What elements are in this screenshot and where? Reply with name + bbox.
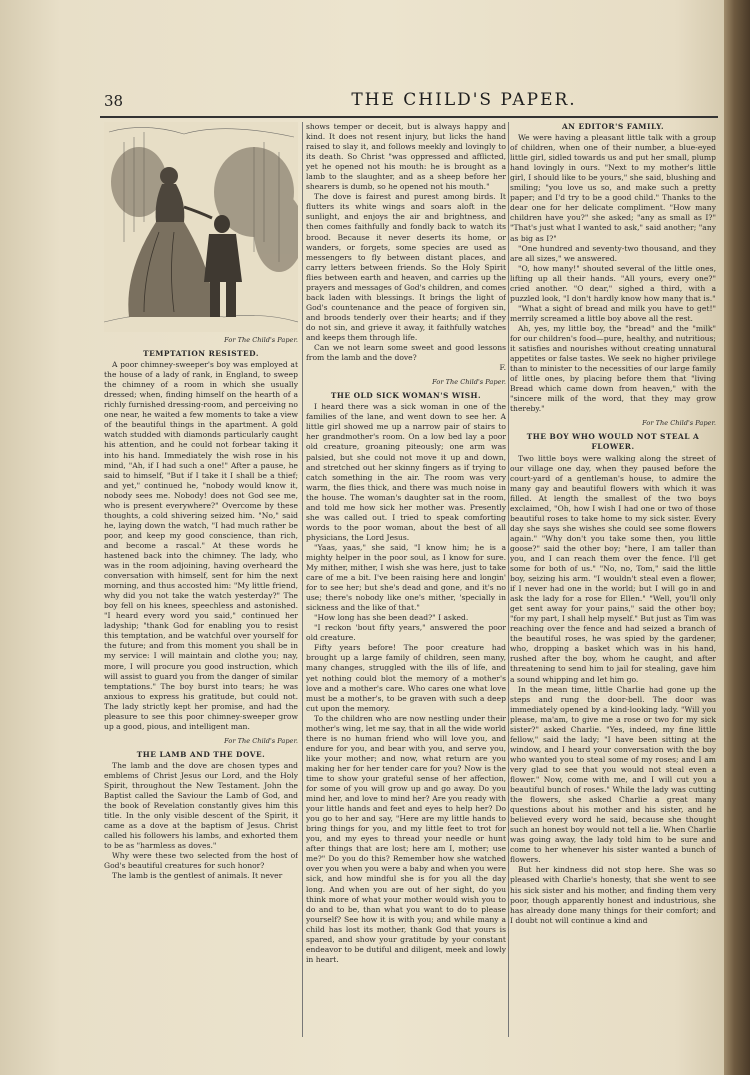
story-paragraph: Can we not learn some sweet and good lessons from the lamb and the dove? <box>306 343 506 363</box>
story-paragraph: A poor chimney-sweeper's boy was employed at the house of a lady of rank, in England, to sweep the chimney of a room in which she usually dressed; when, finding himself on the hearth of a richly furnished dressing-room, and perceiving no one near, he waited a few moments to take a view of the beautiful things in the apartment. A gold watch studded with diamonds particularly caught his attention, and he could not forbear taking it into his hand. Immediately the wish rose in his mind, "Ah, if I had such a one!" After a pause, he said to himself, "But if I take it I shall be a thief; and yet," continued he, "nobody would know it, nobody sees me. Nobody! does not God see me, who is present everywhere?" Overcome by these thoughts, a cold shivering seized him. "No," said he, laying down the watch, "I had much rather be poor, and keep my good conscience, than rich, and become a rascal." At these words he hastened back into the chimney. The lady, who was in the room adjoining, having overheard the conversation with himself, sent for him the next morning, and thus accosted him: "My little friend, why did you not take the watch yesterday?" The boy fell on his knees, speechless and astonished. "I heard every word you said," continued her ladyship; "thank God for enabling you to resist this temptation, and be watchful over yourself for the future; and from this moment you shall be in my service: I will maintain and clothe you; nay, more, I will procure you good instruction, which will assist to guard you from the danger of similar temptations." The boy burst into tears; he was anxious to express his gratitude, but could not. The lady strictly kept her promise, and had the pleasure to see this poor chimney-sweeper grow up a good, pious, and intelligent man. <box>104 360 298 731</box>
story-paragraph: I heard there was a sick woman in one of the families of the lane, and went down to see her. A little girl showed me up a narrow pair of stairs to her grandmother's room. On a low bed lay a poor old creature, groaning piteously; one arm was palsied, but she could not move it up and down, and stretched out her skinny fingers as if trying to catch something in the air. The room was very warm, the flies thick, and there was much noise in the house. The woman's daughter sat in the room, and told me how sick her mother was. Presently she was called out. I tried to speak comforting words to the poor woman, about the best of all physicians, the Lord Jesus. <box>306 402 506 542</box>
story-paragraph: But her kindness did not stop here. She was so pleased with Charlie's honesty, that she went to see his sick sister and his mother, and finding them very poor, though apparently honest and industrious, she has already done many things for their comfort; and I doubt not will continue a kind and <box>510 865 716 925</box>
story-paragraph: To the children who are now nestling under their mother's wing, let me say, that in all the wide world there is no human friend who will love you, and endure for you, and bear with you, and serve you, like your mother; and now, what return are you making her for her tender care for you? Now is the time to show your grateful sense of her affection, for some of you will grow up and go away. Do you mind her, and love to mind her? Are you ready with your little hands and feet and eyes to help her? Do you go to her and say, "Here are my little hands to bring things for you, and my little feet to trot for you, and my eyes to thread your needle or hunt after things that are lost; here am I, mother; use me?" Do you do this? Remember how she watched over you when you were a baby and when you were sick, and how mindful she is for you all the day long. And when you are out of her sight, do you think more of what your mother would wish you to do and to be, than what you want to do to please yourself? See how it is with you; and while many a child has lost its mother, thank God that yours is spared, and show your gratitude by your constant endeavor to be dutiful and diligent, meek and lowly in heart. <box>306 713 506 964</box>
story-paragraph: Why were these two selected from the host of God's beautiful creatures for such honor? <box>104 851 298 871</box>
story-paragraph: The dove is fairest and purest among birds. It flutters its white wings and soars aloft in the sunlight, and enjoys the air and brightness, and then comes faithfully and fondly back to watch its brood. Because it never deserts its home, or wanders, or forgets, some species are used as messengers to fly between distant places, and carry letters between friends. So the Holy Spirit flies between earth and heaven, and carries up the prayers and messages of God's children, and comes back laden with blessings. It brings the light of God's countenance and the peace of forgiven sin, and broods tenderly over their hearts; and if they do not sin, and grieve it away, it faithfully watches and keeps them through life. <box>306 192 506 342</box>
column-divider <box>302 122 303 1037</box>
paper-title: THE CHILD'S PAPER. <box>351 90 577 110</box>
story-title: TEMPTATION RESISTED. <box>143 349 259 359</box>
story-title: AN EDITOR'S FAMILY. <box>561 122 665 131</box>
book-binding <box>724 0 750 1075</box>
story-paragraph: In the mean time, little Charlie had gone up the steps and rung the door-bell. The door was immediately opened by a kind-looking lady. "Will you please, ma'am, to give me a rose or two for my sick sister?" asked Charlie. "Yes, indeed, my fine little fellow," said the lady; "I have been sitting at the window, and I heard your conversation with the boy who wanted you to steal some of my roses; and I am very glad to see that you would not steal even a flower." Now, come with me, and I will cut you a beautiful bunch of roses." While the lady was cutting the flowers, she asked Charlie a great many questions about his mother and his sister, and he believed every word he said, because she thought such an honest boy would not tell a lie. When Charlie was going away, the lady told him to be sure and come to her whenever his sister wanted a bunch of flowers. <box>510 684 716 865</box>
story-paragraph: Ah, yes, my little boy, the "bread" and the "milk" for our children's food—pure, healthy, and nutritious; it satisfies and nourishes without creating unnatural appetites or false tastes. We seek no higher privilege than to minister to the necessities of our large family of little ones, by placing before them that "living Bread which came down from heaven," with the "sincere milk of the word, that they may grow thereby." <box>510 323 716 414</box>
story-paragraph: Two little boys were walking along the street of our village one day, when they paused before the court-yard of a gentleman's house, to admire the many gay and beautiful flowers with which it was filled. At length the smallest of the two boys exclaimed, "Oh, how I wish I had one or two of those beautiful roses to take home to my sick sister. Every day she says she wishes she could see some flowers again." "Why don't you take some then, you little goose?" said the other boy; "here, I am taller than you, and I can reach them over the fence. I'll get some for both of us." "No, no, Tom," said the little boy, seizing his arm. "I wouldn't steal even a flower, if I never had one in the world; but I will go in and ask the lady for a rose for Ellen." "Well, you'll only get sent away for your pains," said the other boy; "for my part, I shall help myself." But just as Tim was reaching over the fence and had seized a branch of the beautiful roses, he was spied by the gardener, who, dropping a basket which was in his hand, rushed after the boy, whom he caught, and after threatening to send him to jail for stealing, gave him a sound whipping and let him go. <box>510 453 716 684</box>
story-credit: For The Child's Paper. <box>432 378 506 387</box>
story-paragraph: "One hundred and seventy-two thousand, and they are all sizes," we answered. <box>510 243 716 263</box>
illustration-credit: For The Child's Paper. <box>224 336 298 344</box>
story-paragraph: The lamb is the gentlest of animals. It never <box>112 871 283 881</box>
story-title: THE BOY WHO WOULD NOT STEAL A FLOWER. <box>526 432 700 452</box>
story-paragraph: The lamb and the dove are chosen types and emblems of Christ Jesus our Lord, and the Holy Spirit, throughout the New Testament. John the Baptist called the Saviour the Lamb of God, and the book of Revelation constantly gives him this title. In the only visible descent of the Spirit, it came as a dove at the baptism of Jesus. Christ called his followers his lambs, and exhorted them to be as "harmless as doves." <box>104 760 298 851</box>
header-rule <box>100 116 718 118</box>
story-title: THE LAMB AND THE DOVE. <box>136 749 266 759</box>
story-paragraph: Fifty years before! The poor creature had brought up a large family of children, seen many, many changes, struggled with the ills of life, and yet nothing could blot the memory of a mother's love and a mother's care. Who cares one what love must be a mother's, to be graven with such a deep cut upon the memory. <box>306 643 506 713</box>
column-2 <box>306 122 506 1042</box>
story-paragraph: "I reckon 'bout fifty years," answered the poor old creature. <box>306 623 506 643</box>
story-signature: F. <box>499 363 506 373</box>
page-header <box>104 92 714 116</box>
column-1 <box>104 122 298 1042</box>
story-title: THE OLD SICK WOMAN'S WISH. <box>330 391 482 401</box>
illustration-lady-and-boy <box>104 122 298 332</box>
page-number: 38 <box>104 92 124 110</box>
story-paragraph: "What a sight of bread and milk you have to get!" merrily screamed a little boy above all the rest. <box>510 303 716 323</box>
story-credit: For The Child's Paper. <box>224 736 298 745</box>
column-divider <box>508 122 509 1037</box>
column-3 <box>510 122 716 1042</box>
story-paragraph: "O, how many!" shouted several of the little ones, lifting up all their hands. "All yours, every one?" cried another. "O dear," sighed a third, with a puzzled look, "I don't hardly know how many that is." <box>510 263 716 303</box>
story-paragraph: "How long has she been dead?" I asked. <box>314 613 469 623</box>
engraving-illustration <box>104 122 298 332</box>
story-paragraph: shows temper or deceit, but is always happy and kind. It does not resent injury, but licks the hand raised to slay it, and follows meekly and lovingly to its death. So Christ "was oppressed and afflicted, yet he opened not his mouth: he is brought as a lamb to the slaughter, and as a sheep before her shearers is dumb, so he opened not his mouth." <box>306 122 506 192</box>
story-paragraph: We were having a pleasant little talk with a group of children, when one of their number, a blue-eyed little girl, sidled towards us and put her small, plump hand lovingly in ours. "Next to my mother's little girl, I should like to be yours," she said, blushing and smiling; "you love us so, and make such a pretty paper; and I'd try to be a good child." Thanks to the dear one for her delicate compliment. "How many children have you?" she asked; "any as small as I?" "That's just what I wanted to ask," said another; "any as big as I?" <box>510 133 716 243</box>
story-paragraph: "Yaas, yaas," she said, "I know him; he is a mighty helper in the poor soul, as I know for sure. My mither, mither, I wish she was here, just to take care of me a bit. I've been raising here and longin' for to see her; but she's dead and gone, and it's no use; there's nobody like one's mither, 'specially in sickness and the like of that." <box>306 542 506 613</box>
story-credit: For The Child's Paper. <box>642 419 716 428</box>
